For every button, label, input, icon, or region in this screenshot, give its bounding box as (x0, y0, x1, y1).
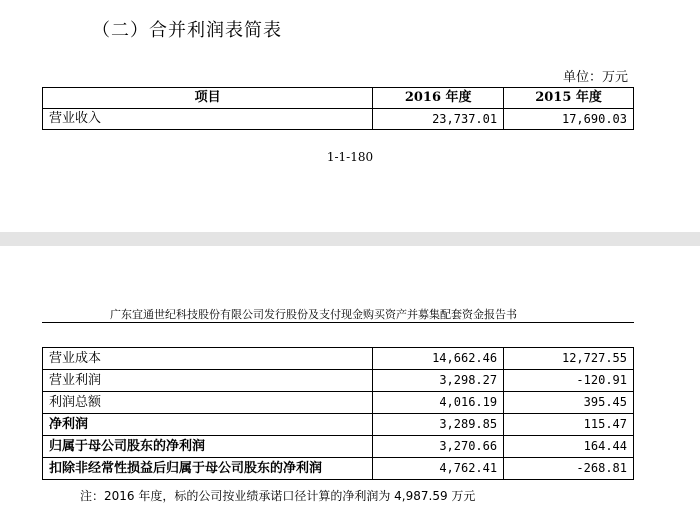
header-2016: 2016 年度 (373, 88, 504, 109)
income-table-part2 (42, 347, 634, 480)
row-value-2016: 14,662.46 (373, 348, 504, 370)
row-value-2015: 17,690.03 (504, 109, 634, 130)
table-row (43, 414, 634, 436)
row-value-2015: -120.91 (504, 370, 634, 392)
row-value-2016: 3,298.27 (373, 370, 504, 392)
row-label: 扣除非经常性损益后归属于母公司股东的净利润 (43, 458, 373, 480)
section-title: （二）合并利润表简表 (92, 20, 282, 41)
row-label: 营业成本 (43, 348, 373, 370)
document-header: 广东宜通世纪科技股份有限公司发行股份及支付现金购买资产并募集配套资金报告书 (110, 308, 517, 321)
row-value-2015: 115.47 (504, 414, 634, 436)
table-row (43, 370, 634, 392)
header-rule (42, 322, 634, 323)
table-row (43, 436, 634, 458)
table-header-row (43, 88, 634, 109)
table-row (43, 392, 634, 414)
row-label: 营业收入 (43, 109, 373, 130)
table-body (43, 348, 634, 480)
row-value-2015: 164.44 (504, 436, 634, 458)
table-row (43, 109, 634, 130)
page-top (0, 0, 700, 232)
row-value-2015: 12,727.55 (504, 348, 634, 370)
row-value-2015: -268.81 (504, 458, 634, 480)
income-table-part1 (42, 87, 634, 130)
table-row (43, 458, 634, 480)
row-label: 营业利润 (43, 370, 373, 392)
table-row (43, 348, 634, 370)
header-2015: 2015 年度 (504, 88, 634, 109)
row-value-2016: 3,270.66 (373, 436, 504, 458)
page-number: 1-1-180 (326, 150, 374, 164)
row-value-2016: 4,016.19 (373, 392, 504, 414)
header-item: 项目 (43, 88, 373, 109)
row-label: 归属于母公司股东的净利润 (43, 436, 373, 458)
unit-label: 单位：万元 (562, 70, 628, 85)
footnote: 注：2016 年度，标的公司按业绩承诺口径计算的净利润为 4,987.59 万元 (80, 489, 476, 503)
row-value-2015: 395.45 (504, 392, 634, 414)
row-value-2016: 23,737.01 (373, 109, 504, 130)
row-value-2016: 3,289.85 (373, 414, 504, 436)
row-value-2016: 4,762.41 (373, 458, 504, 480)
row-label: 净利润 (43, 414, 373, 436)
page-gap (0, 232, 700, 246)
row-label: 利润总额 (43, 392, 373, 414)
